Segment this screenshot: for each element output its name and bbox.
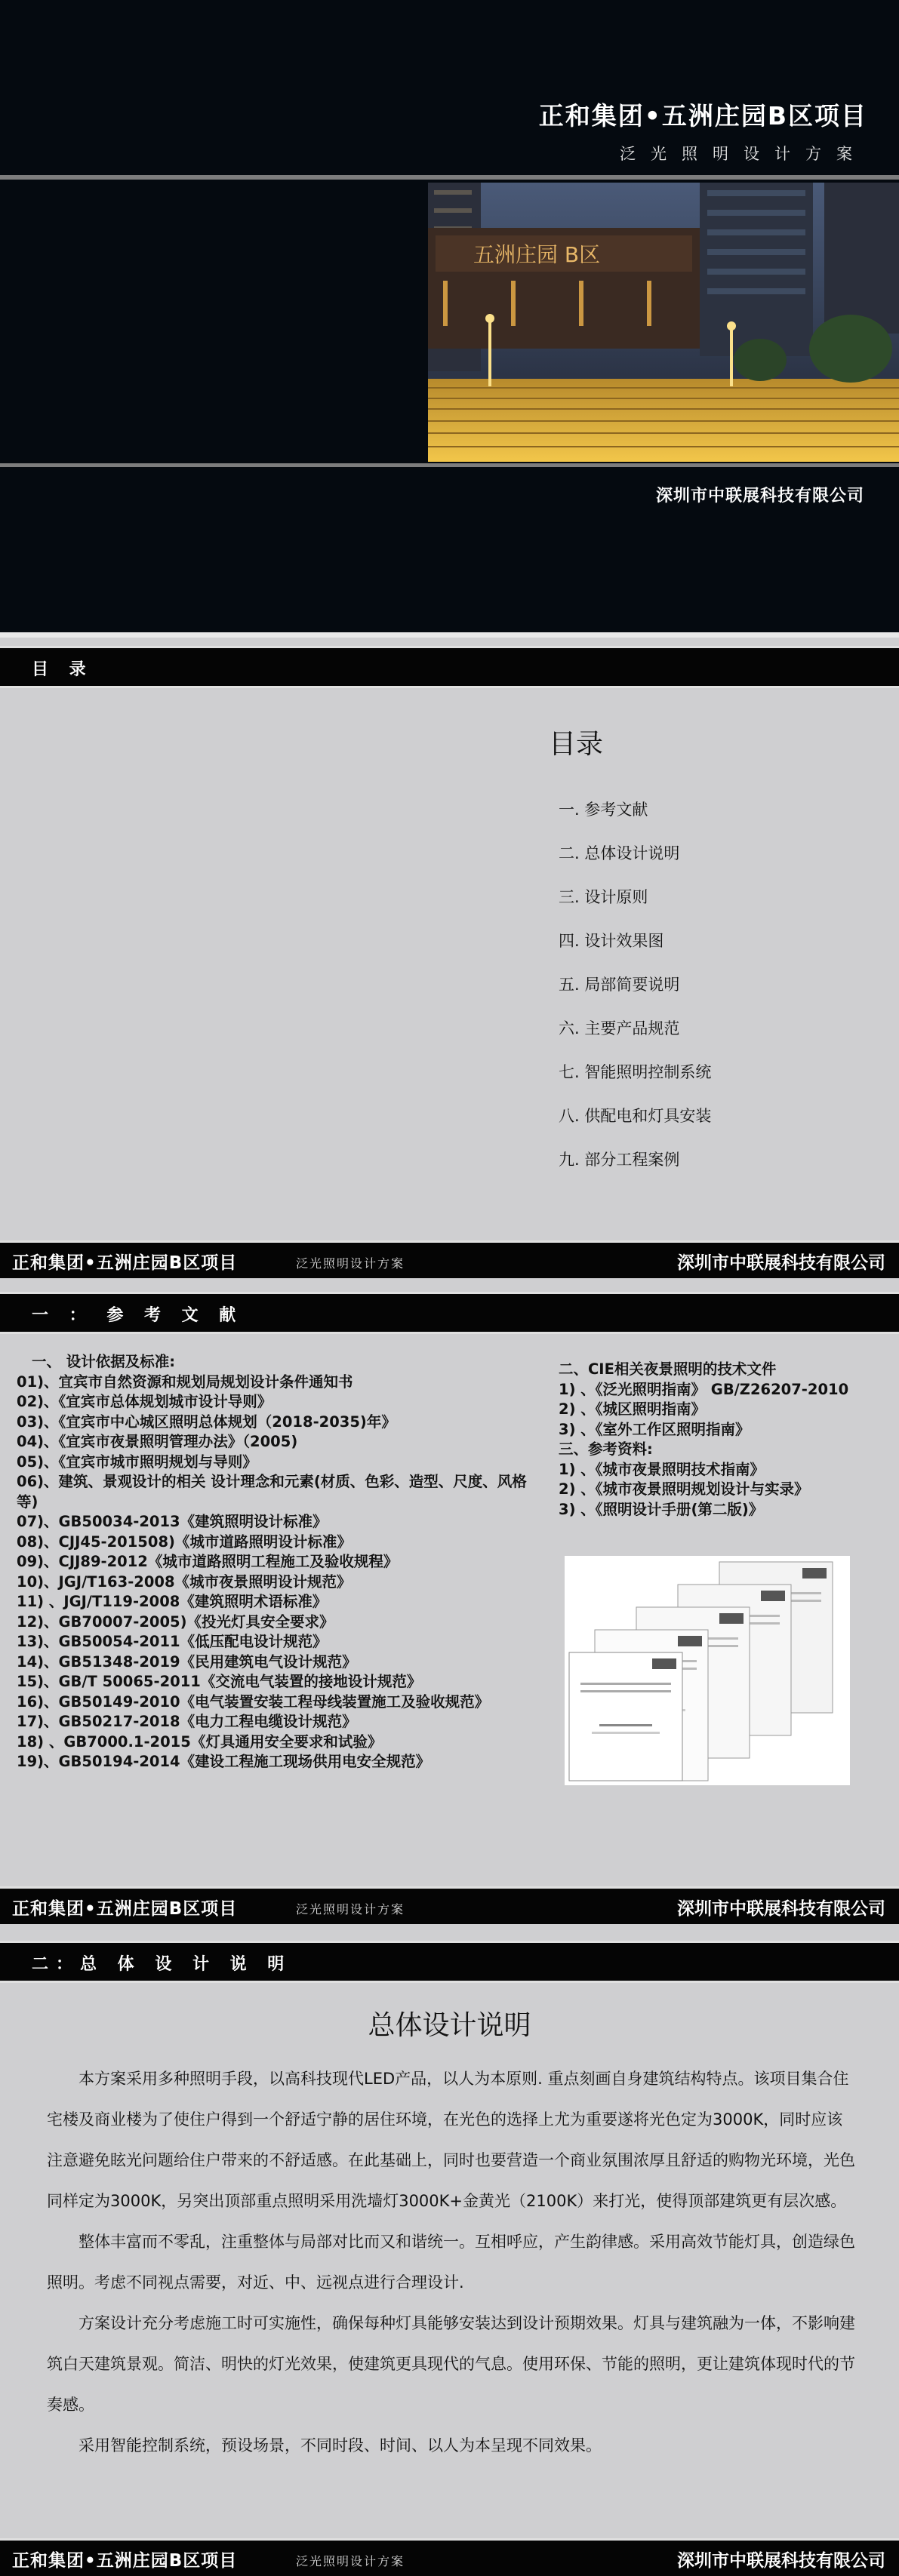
footer-company: 深圳市中联展科技有限公司 xyxy=(677,1899,885,1919)
divider xyxy=(0,1941,899,1943)
reference-line: 2) 、《城市夜景照明规划设计与实录》 xyxy=(559,1480,809,1498)
footer-project: 正和集团•五洲庄园B区项目 xyxy=(12,1899,238,1919)
reference-line: 一、 设计依据及标准: xyxy=(32,1353,176,1370)
footer-company: 深圳市中联展科技有限公司 xyxy=(677,1253,885,1273)
footer-company: 深圳市中联展科技有限公司 xyxy=(677,2551,885,2571)
footer-project: 正和集团•五洲庄园B区项目 xyxy=(12,1253,238,1273)
cover-title: 正和集团•五洲庄园B区项目 xyxy=(538,101,867,131)
reference-line: 2) 、《城区照明指南》 xyxy=(559,1400,707,1418)
design-header-bar xyxy=(0,1941,899,1983)
toc-header-label: 目 录 xyxy=(32,660,94,679)
reference-line: 08)、CJJ45-201508)《城市道路照明设计标准》 xyxy=(17,1532,352,1551)
design-header-label: 二：总 体 设 计 说 明 xyxy=(32,1955,292,1974)
reference-line: 14)、GB51348-2019《民用建筑电气设计规范》 xyxy=(17,1652,357,1671)
design-paragraph: 本方案采用多种照明手段，以高科技现代LED产品，以人为本原则. 重点刻画自身建筑结构特点。该项目集合住宅楼及商业楼为了使住户得到一个舒适宁静的居住环境，在光色的选择上尤为重要遂将光色定为3000K，同时应该注意避免眩光问题给住户带来的不舒适感。在此基础上，同时也要营造一个商业氛围浓厚且舒适的购物光环境，光色同样定为3000K，另突出顶部重点照明采用洗墙灯3000K+金黄光（2100K）来打光，使得顶部建筑更有层次感。 xyxy=(47,2070,855,2210)
cover-subtitle: 泛光照明设计方案 xyxy=(620,145,867,163)
cover-divider-bottom xyxy=(0,463,899,467)
reference-line: 18) 、GB7000.1-2015《灯具通用安全要求和试验》 xyxy=(17,1732,383,1751)
reference-line: 06)、建筑、景观设计的相关 设计理念和元素(材质、色彩、造型、尺度、风格等) xyxy=(17,1473,527,1511)
divider xyxy=(0,646,899,648)
reference-line: 17)、GB50217-2018《电力工程电缆设计规范》 xyxy=(17,1713,357,1730)
reference-line: 19)、GB50194-2014《建设工程施工现场供用电安全规范》 xyxy=(17,1753,431,1770)
toc-item[interactable]: 七. 智能照明控制系统 xyxy=(559,1063,712,1081)
toc-header-bar xyxy=(0,646,899,688)
reference-line: 04)、《宜宾市夜景照明管理办法》（2005) xyxy=(17,1433,298,1450)
reference-line: 16)、GB50149-2010《电气装置安装工程母线装置施工及验收规范》 xyxy=(17,1692,490,1711)
divider xyxy=(0,1886,899,1889)
toc-item[interactable]: 六. 主要产品规范 xyxy=(559,1019,680,1037)
footer-plan: 泛光照明设计方案 xyxy=(296,2554,405,2568)
references-left-column xyxy=(17,1352,537,1772)
divider xyxy=(0,1332,899,1334)
design-paragraph: 整体丰富而不零乱，注重整体与局部对比而又和谐统一。互相呼应，产生韵律感。采用高效节能灯具，创造绿色照明。考虑不同视点需要，对近、中、远视点进行合理设计. xyxy=(47,2233,855,2292)
toc-item[interactable]: 二. 总体设计说明 xyxy=(559,844,680,862)
reference-line: 二、CIE相关夜景照明的技术文件 xyxy=(559,1360,777,1378)
cover-company: 深圳市中联展科技有限公司 xyxy=(655,487,864,506)
reference-line: 01)、宜宾市自然资源和规划局规划设计条件通知书 xyxy=(17,1373,353,1391)
footer-bar xyxy=(0,2538,899,2576)
standards-documents-image xyxy=(565,1556,850,1785)
reference-line: 1) 、《泛光照明指南》 GB/Z26207-2010 xyxy=(559,1380,849,1398)
design-paragraph: 方案设计充分考虑施工时可实施性，确保每种灯具能够安装达到设计预期效果。灯具与建筑融为一体，不影响建筑白天建筑景观。简洁、明快的灯光效果，使建筑更具现代的气息。使用环保、节能的照明，更让建筑体现时代的节奏感。 xyxy=(47,2314,855,2414)
design-body xyxy=(47,2058,857,2466)
footer-bar xyxy=(0,1886,899,1924)
divider xyxy=(0,1292,899,1294)
refs-header-bar xyxy=(0,1292,899,1334)
reference-line: 三、参考资料: xyxy=(559,1440,653,1458)
toc-item[interactable]: 九. 部分工程案例 xyxy=(559,1151,680,1169)
reference-line: 02)、《宜宾市总体规划城市设计导则》 xyxy=(17,1393,272,1410)
footer-plan: 泛光照明设计方案 xyxy=(296,1256,405,1271)
footer-project: 正和集团•五洲庄园B区项目 xyxy=(12,2551,238,2571)
toc-list xyxy=(559,798,711,1191)
footer-bar xyxy=(0,1240,899,1278)
reference-line: 07)、GB50034-2013《建筑照明设计标准》 xyxy=(17,1513,328,1530)
reference-line: 13)、GB50054-2011《低压配电设计规范》 xyxy=(17,1633,328,1650)
references-page xyxy=(0,1336,899,1874)
cover-photo-sign: 五洲庄园 B区 xyxy=(473,242,601,267)
toc-item[interactable]: 五. 局部简要说明 xyxy=(559,976,680,994)
divider xyxy=(0,2538,899,2541)
footer-plan: 泛光照明设计方案 xyxy=(296,1902,405,1917)
reference-line: 3) 、《室外工作区照明指南》 xyxy=(559,1420,750,1438)
toc-item[interactable]: 四. 设计效果图 xyxy=(559,932,664,950)
references-right-column xyxy=(559,1360,891,1520)
reference-line: 09)、CJJ89-2012《城市道路照明工程施工及验收规程》 xyxy=(17,1553,399,1570)
design-title: 总体设计说明 xyxy=(368,2010,531,2041)
reference-line: 1) 、《城市夜景照明技术指南》 xyxy=(559,1460,765,1478)
reference-line: 3) 、《照明设计手册(第二版)》 xyxy=(559,1500,764,1518)
toc-item[interactable]: 三. 设计原则 xyxy=(559,888,648,906)
cover-page xyxy=(0,0,899,638)
reference-line: 03)、《宜宾市中心城区照明总体规划（2018-2035)年》 xyxy=(17,1412,396,1431)
design-overview-page xyxy=(0,1983,899,2538)
toc-item[interactable]: 一. 参考文献 xyxy=(559,801,648,819)
divider xyxy=(0,1240,899,1243)
toc-title: 目录 xyxy=(549,729,604,760)
reference-line: 11) 、JGJ/T119-2008《建筑照明术语标准》 xyxy=(17,1593,328,1610)
cover-bottom-strip xyxy=(0,632,899,638)
reference-line: 15)、GB/T 50065-2011《交流电气装置的接地设计规范》 xyxy=(17,1673,422,1690)
toc-item[interactable]: 八. 供配电和灯具安装 xyxy=(559,1107,712,1125)
cover-divider-top xyxy=(0,175,899,180)
reference-line: 12)、GB70007-2005)《投光灯具安全要求》 xyxy=(17,1612,334,1631)
design-paragraph: 采用智能控制系统，预设场景，不同时段、时间、以人为本呈现不同效果。 xyxy=(79,2436,602,2455)
reference-line: 10)、JGJ/T163-2008《城市夜景照明设计规范》 xyxy=(17,1572,352,1591)
reference-line: 05)、《宜宾市城市照明规划与导则》 xyxy=(17,1452,257,1471)
cover-photo xyxy=(428,183,899,462)
refs-header-label: 一 ： 参 考 文 献 xyxy=(32,1306,244,1325)
toc-page xyxy=(0,688,899,1237)
